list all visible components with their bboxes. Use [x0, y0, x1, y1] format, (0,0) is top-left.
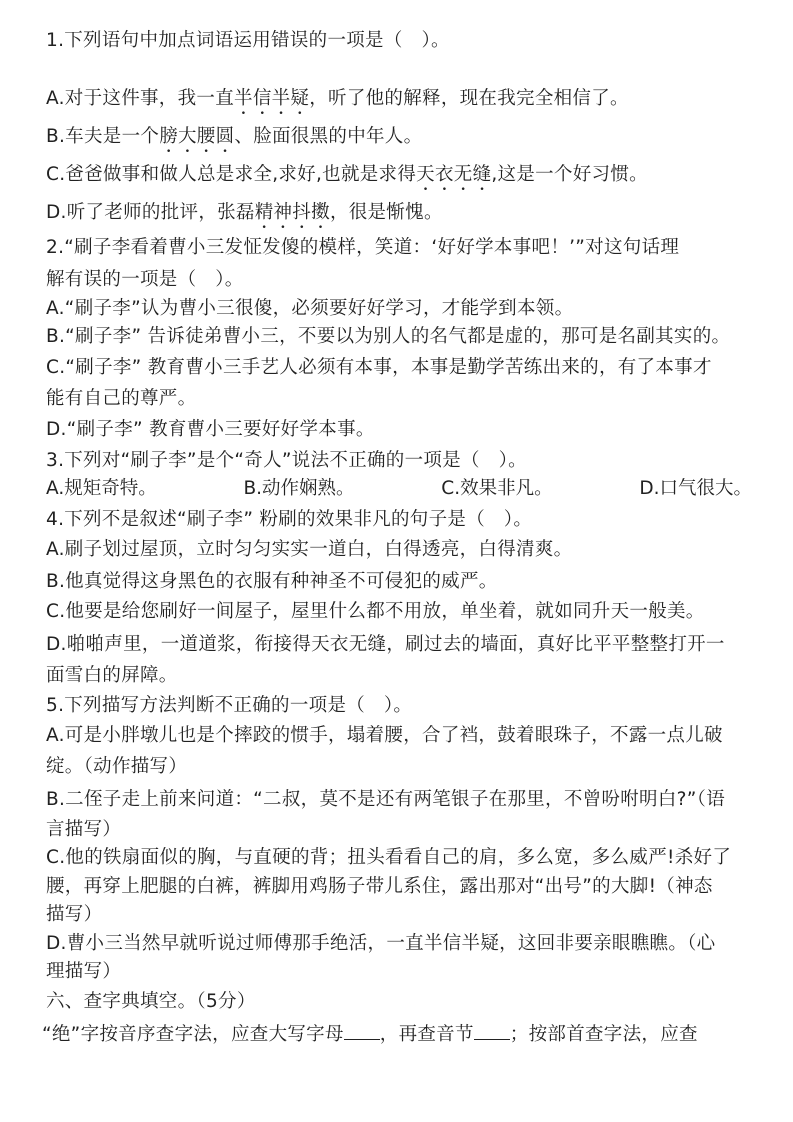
q5-option-d-line1: D.曹小三当然早就听说过师傅那手绝活，一直半信半疑，这回非要亲眼瞧瞧。（心 [46, 933, 716, 954]
section-6-question [42, 1021, 698, 1047]
q3-option-c: C.效果非凡。 [441, 478, 553, 499]
q1-option-d [46, 201, 443, 233]
q5-option-c-line1: C.他的铁扇面似的胸，与直硬的背；扭头看看自己的肩，多么宽，多么威严!杀好了 [46, 847, 732, 868]
text: ，很是惭愧。 [329, 202, 443, 223]
q4-option-d-line2: 面雪白的屏障。 [46, 665, 178, 686]
section-6-title: 六、查字典填空。（5分） [46, 991, 256, 1012]
text: D.听了老师的批评，张磊 [46, 202, 255, 223]
q2-option-d: D.“刷子李” 教育曹小三要好好学本事。 [46, 419, 375, 440]
q1-option-b [46, 125, 422, 157]
q4-option-a: A.刷子划过屋顶，立时匀匀实实一道白，白得透亮，白得清爽。 [46, 539, 573, 560]
q1-option-a [46, 87, 629, 119]
q4-option-c: C.他要是给您刷好一间屋子，屋里什么都不用放，单坐着，就如同升天一般美。 [46, 601, 705, 622]
blank-letter[interactable] [344, 1021, 380, 1040]
text: B.车夫是一个 [46, 126, 160, 147]
q4-option-b: B.他真觉得这身黑色的衣服有种神圣不可侵犯的威严。 [46, 571, 498, 592]
text: ；按部首查字法，应查 [509, 1024, 698, 1045]
q2-option-b: B.“刷子李” 告诉徒弟曹小三，不要以为别人的名气都是虚的，那可是名副其实的。 [46, 326, 731, 347]
q2-option-c-line2: 能有自己的尊严。 [46, 388, 197, 409]
q2-option-a: A.“刷子李”认为曹小三很傻，必须要好好学习，才能学到本领。 [46, 298, 574, 319]
blank-syllable[interactable] [474, 1021, 510, 1040]
text: ,这是一个好习惯。 [491, 164, 648, 185]
dotted-word: 天衣无缝 [416, 164, 492, 185]
text: A.对于这件事，我一直 [46, 88, 235, 109]
q2-stem-line2: 解有误的一项是（ ）。 [46, 269, 244, 290]
q3-option-b: B.动作娴熟。 [243, 478, 355, 499]
q4-stem: 4.下列不是叙述“刷子李” 粉刷的效果非凡的句子是（ ）。 [46, 509, 533, 530]
q4-option-d-line1: D.啪啪声里，一道道浆，衔接得天衣无缝，刷过去的墙面，真好比平平整整打开一 [46, 634, 725, 655]
text: ，再查音节 [379, 1024, 474, 1045]
dotted-word: 精神抖擞 [254, 202, 330, 223]
q5-option-d-line2: 理描写） [46, 961, 122, 982]
q3-options [46, 477, 752, 501]
text: C.爸爸做事和做人总是求全,求好,也就是求得 [46, 164, 417, 185]
q3-option-d: D.口气很大。 [639, 478, 752, 499]
text: ，听了他的解释，现在我完全相信了。 [309, 88, 629, 109]
q2-option-c-line1: C.“刷子李” 教育曹小三手艺人必须有本事，本事是勤学苦练出来的，有了本事才 [46, 357, 712, 378]
q1-option-c [46, 163, 648, 195]
q5-option-c-line2: 腰，再穿上肥腿的白裤，裤脚用鸡肠子带儿系住，露出那对“出号”的大脚!（神态 [46, 876, 713, 897]
q3-stem: 3.下列对“刷子李”是个“奇人”说法不正确的一项是（ ）。 [46, 450, 527, 471]
q5-option-c-line3: 描写） [46, 904, 103, 925]
text: 、脸面很黑的中年人。 [234, 126, 423, 147]
q1-stem: 1.下列语句中加点词语运用错误的一项是（ ）。 [46, 30, 450, 51]
q5-stem: 5.下列描写方法判断不正确的一项是（ ）。 [46, 695, 413, 716]
q5-option-b-line2: 言描写） [46, 819, 122, 840]
q5-option-b-line1: B.二侄子走上前来问道：“二叔，莫不是还有两笔银子在那里，不曾吩咐明白?”（语 [46, 789, 726, 810]
dotted-word: 膀大腰圆 [159, 126, 235, 147]
q5-option-a-line1: A.可是小胖墩儿也是个摔跤的惯手，塌着腰，合了裆，鼓着眼珠子，不露一点儿破 [46, 725, 723, 746]
dotted-word: 半信半疑 [234, 88, 310, 109]
q2-stem-line1: 2.“刷子李看着曹小三发怔发傻的模样，笑道：‘好好学本事吧！’”对这句话理 [46, 237, 680, 258]
q5-option-a-line2: 绽。（动作描写） [46, 756, 188, 777]
text: “绝”字按音序查字法，应查大写字母 [42, 1024, 344, 1045]
q3-option-a: A.规矩奇特。 [46, 478, 157, 499]
